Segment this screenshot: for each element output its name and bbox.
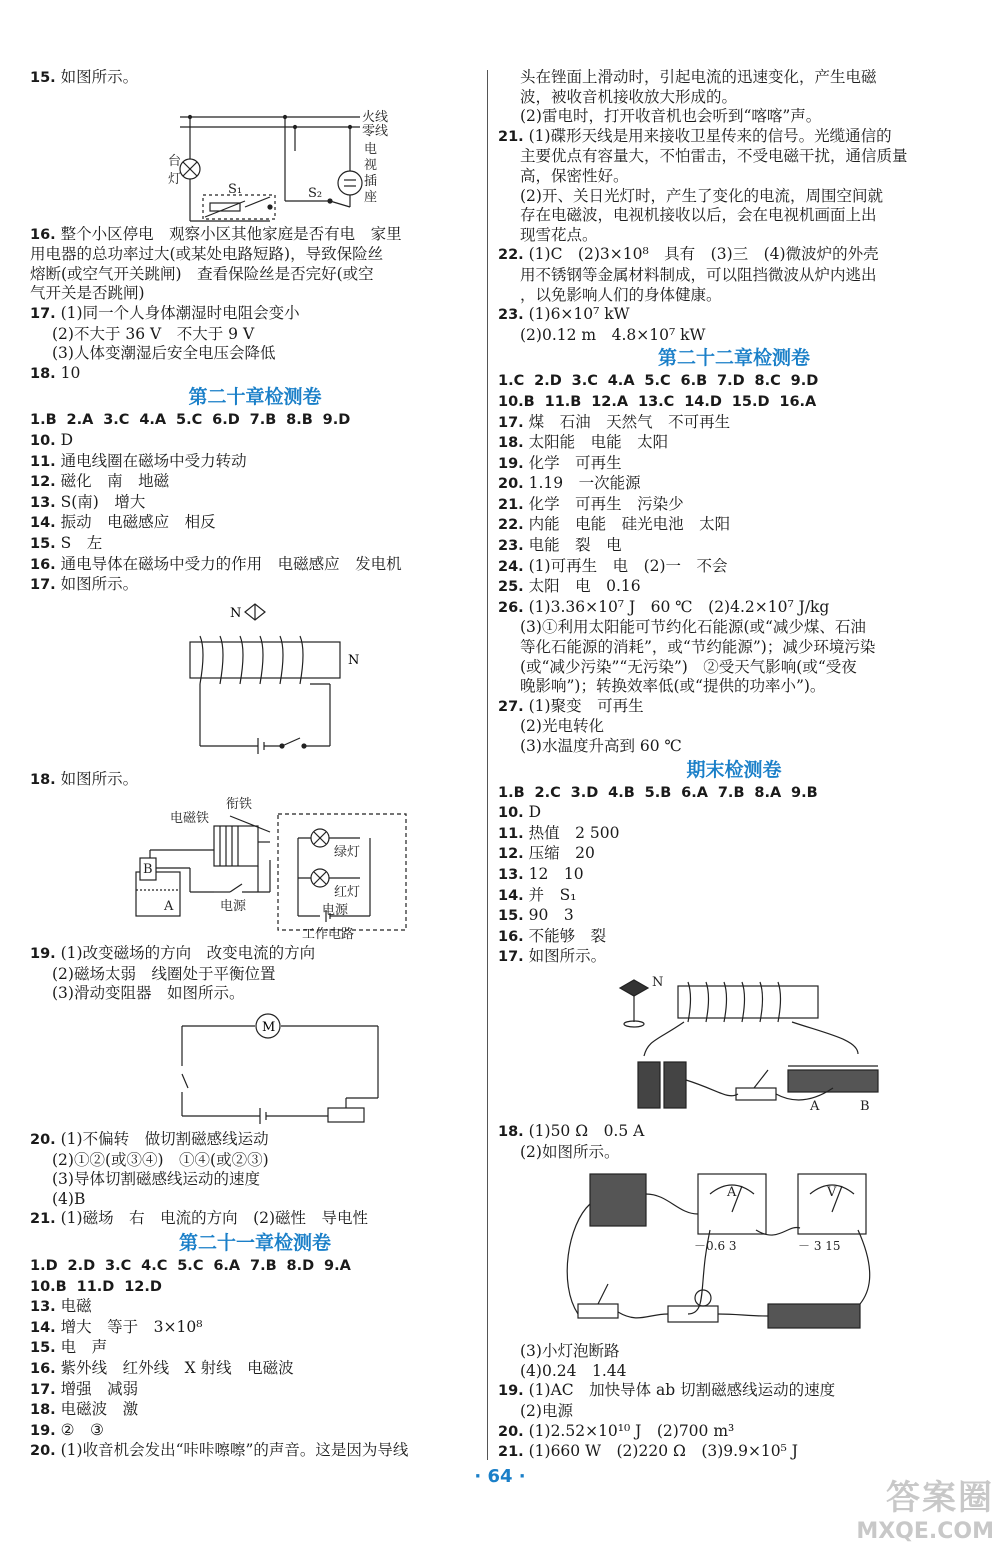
solenoid-north-label: N <box>348 652 360 668</box>
label-work-circuit: 工作电路 <box>302 927 355 943</box>
heading-chapter-20: 第二十章检测卷 <box>188 386 322 409</box>
answers-ch21-row2: 10.B 11.D 12.D <box>30 1278 162 1295</box>
figure-final-18-meter-circuit <box>498 1164 968 1340</box>
right-column: 头在锉面上滑动时，引起电流的迅速变化，产生电磁 波，被收音机接收放大形成的。 (2)雷电时，打开收音机也会听到“喀喀”声。 21. (1)碟形天线是用来接收卫星传来的信号。光缆通信的 主要优点有容量大，不怕雷击，不受电磁干扰，通信质量 高，保密性好。 (2)开、关日光灯时，产生了变化的电流，周围空间就 存在电磁波，电视机接收以后，会在电视机画面上出 现雪花点。 22. (1)C (2)3×10⁸ 具有 (3)三 (4)微波炉的外壳 用不锈钢等金属材料制成，可以阻挡微波从炉内逃出 ，以免影响人们的身体健康。 23. (1)6×10⁷ kW (2)0.12 m 4.8×10⁷ kW 第二十二章检测卷 1.C 2.D 3.C 4.A 5.C 6.B 7.D 8.C 9.D 10.B 11.B 12.A 13.C 14.D 15.D 16.A 17. 煤 石油 天然气 不可再生 18. 太阳能 电能 太阳 19. 化学 可再生 20. 1.19 一次能源 21. 化学 可再生 污染少 22. 内能 电能 硅光电池 太阳 23. 电能 裂 电 24. (1)可再生 电 (2)一 不会 25. 太阳 电 0.16 26. (1)3.36×10⁷ J 60 ℃ (2)4.2×10⁷ J/kg (3)①利用太阳能可节约化石能源(或“减少煤、石油 等化石能源的消耗”，或“节约能源”)；减少环境污染 (或“减少污染”“无污染”) ②受天气影响(或“受夜 晚影响”)；转换效率低(或“提供的功率小”)。 27. (1)聚变 可再生 (2)光电转化 (3)水温度升高到 60 ℃ 期末检测卷 1.B 2.C 3.D 4.B 5.B 6.A 7.B 8.A 9.B 10. D 11. 热值 2 500 12. 压缩 20 13. 12 10 14. 并 S₁ 15. 90 3 16. 不能够 裂 17. 如图所示。 N A B 18. (1)50 Ω 0.5 A (2)如图所示。 A V －0.6 3 － 3 15 (3)小灯泡断路 (4)0.24 1.44 19. (1)AC 加快导体 ab 切割磁感线运动的速度 (2)电源 20. (1)2.52×10¹⁰ J (2)700 m³ 21. (1)660 W (2)220 Ω (3)9.9×10⁵ J <box>498 68 970 1463</box>
zero-line-label: 零线 <box>362 123 389 139</box>
motor-label: M <box>262 1020 276 1036</box>
label-electromagnet: 电磁铁 <box>170 811 210 827</box>
column-divider <box>487 70 488 1460</box>
voltmeter-label: V <box>827 1185 837 1201</box>
figure-20-18-relay-circuit <box>30 792 460 942</box>
watermark-logo-text: 答案圈 <box>886 1478 994 1518</box>
figure-20-19-motor-circuit <box>30 1006 460 1128</box>
watermark-url: MXQE.COM <box>856 1519 994 1544</box>
answers-ch22-row2: 10.B 11.B 12.A 13.C 14.D 15.D 16.A <box>498 393 817 410</box>
heading-chapter-22: 第二十二章检测卷 <box>657 347 810 370</box>
figure-20-17-solenoid <box>30 598 460 768</box>
label-power-control: 电源 <box>220 899 247 915</box>
fire-line-label: 火线 <box>362 109 389 125</box>
answers-final-row1: 1.B 2.C 3.D 4.B 5.B 6.A 7.B 8.A 9.B <box>498 784 818 801</box>
answers-ch21-row1: 1.D 2.D 3.C 4.C 5.C 6.A 7.B 8.D 9.A <box>30 1258 351 1275</box>
svg-text:电: 电 <box>364 141 378 157</box>
voltmeter-range: － 3 15 <box>798 1239 841 1254</box>
rheostat-terminal-a: A <box>810 1098 820 1114</box>
svg-text:视: 视 <box>364 157 378 173</box>
label-armature: 衔铁 <box>226 797 253 813</box>
heading-final-exam: 期末检测卷 <box>686 758 782 781</box>
label-green-lamp: 绿灯 <box>334 845 361 861</box>
svg-text:插: 插 <box>364 173 378 189</box>
svg-text:台: 台 <box>168 153 182 169</box>
svg-text:B: B <box>143 862 153 878</box>
answers-ch22-row1: 1.C 2.D 3.C 4.A 5.C 6.B 7.D 8.C 9.D <box>498 373 819 390</box>
rheostat-terminal-b: B <box>860 1098 870 1114</box>
svg-text:灯: 灯 <box>168 171 182 187</box>
compass-needle-north: N <box>652 974 664 990</box>
heading-chapter-21: 第二十一章检测卷 <box>178 1232 331 1255</box>
svg-text:S₂: S₂ <box>308 185 323 201</box>
svg-text:座: 座 <box>364 189 378 205</box>
svg-text:S₁: S₁ <box>228 181 243 197</box>
label-power-work: 电源 <box>322 903 349 919</box>
ammeter-range: －0.6 3 <box>694 1239 737 1254</box>
label-red-lamp: 红灯 <box>334 885 361 901</box>
compass-north-label: N <box>230 605 242 621</box>
ammeter-label: A <box>727 1185 737 1201</box>
watermark <box>856 1470 994 1544</box>
figure-final-17-solenoid-wiring <box>498 970 968 1120</box>
figure-15-household-circuit <box>30 91 460 223</box>
answers-ch20-row1: 1.B 2.A 3.C 4.A 5.C 6.D 7.B 8.B 9.D <box>30 412 351 429</box>
left-column: 15. 如图所示。 火线 零线 电 视 插 座 台 灯 S₁ S₂ 16. 整个小区停电 观察小区其他家庭是否有电 家里 用电器的总功率过大(或某处电路短路)，导致保险丝 熔断(或空气开关跳闸) 查看保险丝是否完好(或空 气开关是否跳闸) 17. (1)同一个人身体潮湿时电阻会变小 (2)不大于 36 V 不大于 9 V (3)人体变潮湿后安全电压会降低 18. 10 第二十章检测卷 1.B 2.A 3.C 4.A 5.C 6.D 7.B 8.B 9.D 10. D 11. 通电线圈在磁场中受力转动 12. 磁化 南 地磁 13. S(南) 增大 14. 振动 电磁感应 相反 15. S 左 16. 通电导体在磁场中受力的作用 电磁感应 发电机 17. 如图所示。 N N 18. 如图所示。 衔铁 电磁铁 绿灯 红灯 电源 电源 工作电路 B A 19. (1)改变磁场的方向 改变电流的方向 (2)磁场太弱 线圈处于平衡位置 (3)滑动变阻器 如图所示。 M 20. (1)不偏转 做切割磁感线运动 (2)①②(或③④) ①④(或②③) (3)导体切割磁感线运动的速度 (4)B 21. (1)磁场 右 电流的方向 (2)磁性 导电性 第二十一章检测卷 1.D 2.D 3.C 4.C 5.C 6.A 7.B 8.D 9.A 10.B 11.D 12.D 13. 电磁 14. 增大 等于 3×10⁸ 15. 电 声 16. 紫外线 红外线 X 射线 电磁波 17. 增强 减弱 18. 电磁波 激 19. ② ③ 20. (1)收音机会发出“咔咔嚓嚓”的声音。这是因为导线 <box>30 68 480 1462</box>
page-number: · 64 · <box>474 1466 526 1487</box>
svg-text:A: A <box>164 899 174 915</box>
